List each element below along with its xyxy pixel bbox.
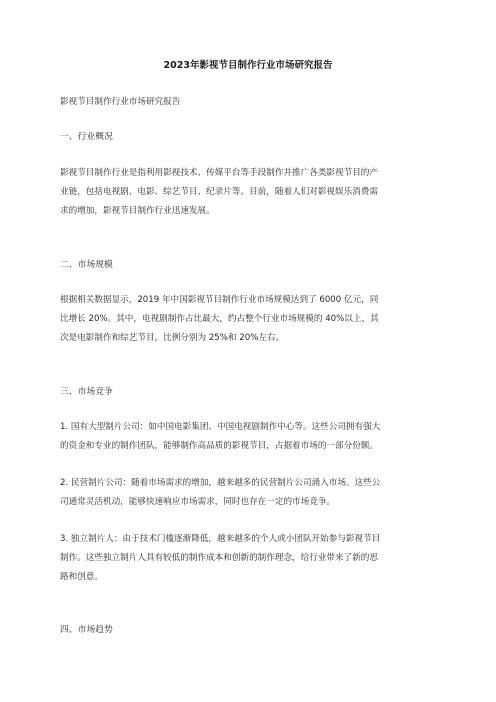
section-heading-overview [60, 128, 438, 147]
paragraph-line: 比增长 20%。其中，电视剧制作占比最大，约占整个行业市场规模的 40%以上，其 [60, 314, 379, 324]
paragraph-line: 业链，包括电视剧、电影、综艺节目、纪录片等。目前，随着人们对影视娱乐消费需 [60, 187, 378, 197]
paragraph-line: 2. 民营制片公司：随着市场需求的增加，越来越多的民营制片公司涌入市场。这些公 [60, 478, 381, 488]
paragraph-line: 影视节目制作行业是指利用影视技术、传媒平台等手段制作并推广各类影视节目的产 [60, 168, 378, 178]
document-subtitle [60, 93, 438, 112]
paragraph-line: 3. 独立制片人：由于技术门槛逐渐降低，越来越多的个人或小团队开始参与影视节目 [60, 534, 381, 544]
paragraph-line: 的资金和专业的制作团队，能够制作高品质的影视节目，占据着市场的一部分份额。 [60, 441, 378, 451]
paragraph-competition-2 [60, 474, 438, 512]
paragraph-line: 路和创意。 [60, 572, 103, 582]
paragraph-line: 求的增加，影视节目制作行业迅速发展。 [60, 206, 215, 216]
section-heading-text: 四、市场趋势 [60, 625, 113, 635]
section-heading-text: 一、行业概况 [60, 132, 113, 142]
section-heading-text: 二、市场规模 [60, 260, 113, 270]
document-title: 2023年影视节目制作行业市场研究报告 [163, 60, 333, 71]
paragraph-line: 根据相关数据显示，2019 年中国影视节目制作行业市场规模达到了 6000 亿元，同 [60, 295, 379, 305]
paragraph-line: 次是电影制作和综艺节目，比例分别为 25%和 20%左右。 [60, 333, 285, 343]
paragraph-line: 司通常灵活机动，能够快速响应市场需求，同时也存在一定的市场竞争。 [60, 497, 336, 507]
paragraph-competition-3 [60, 530, 438, 587]
subtitle-text: 影视节目制作行业市场研究报告 [60, 97, 181, 107]
paragraph-market-size [60, 291, 438, 348]
section-heading-market-size [60, 256, 438, 275]
section-heading-text: 三、市场竞争 [60, 387, 113, 397]
paragraph-competition-1 [60, 418, 438, 456]
paragraph-overview [60, 164, 438, 221]
paragraph-line: 制作。这些独立制片人具有较低的制作成本和创新的制作理念，给行业带来了新的思 [60, 553, 378, 563]
section-heading-competition [60, 383, 438, 402]
paragraph-line: 1. 国有大型制片公司：如中国电影集团、中国电视剧制作中心等。这些公司拥有强大 [60, 422, 381, 432]
section-heading-trends [60, 621, 438, 640]
